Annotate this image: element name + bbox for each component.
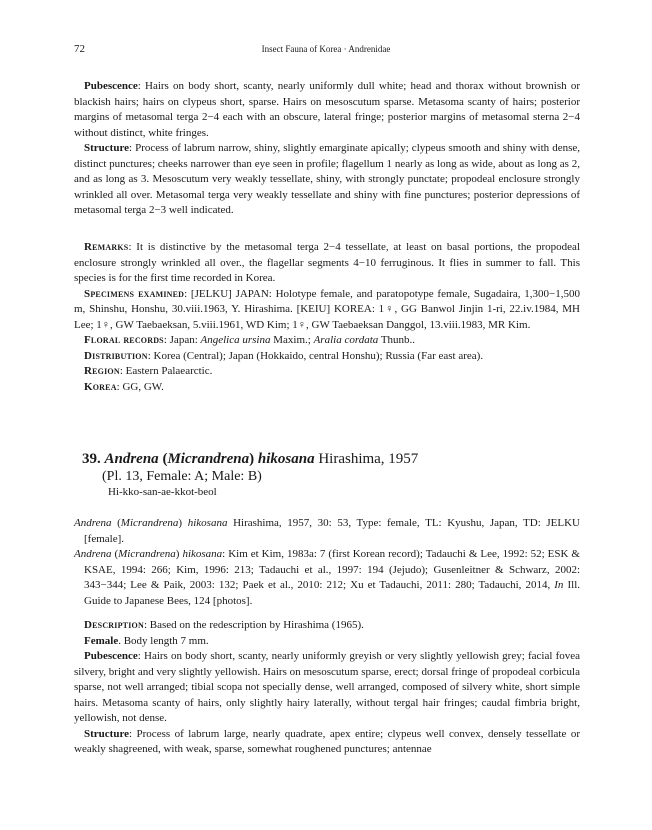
structure-paragraph: Structure: Process of labrum narrow, shiny, slightly emarginate apically; clypeus smooth and shiny with dense, distinct punctures; cheeks narrower than eye seen in profile; flagellum 1 nearly as long as wide, about as long as 2, and as long as 3. Mesoscutum very weakly tessellate, shiny, with strongly punctate; propodeal enclosure strongly wrinkled all over. Metasomal terga very weakly tessellate and shiny with fine punctures; posterior depressions of metasomal terga 2−3 well indicated. — [74, 142, 580, 216]
female-paragraph: Female. Body length 7 mm. — [84, 634, 209, 647]
floral-records-paragraph: Floral records: Japan: Angelica ursina Maxim.; Aralia cordata Thunb.. — [84, 334, 416, 346]
species-title — [82, 450, 562, 468]
korea-label: Korea — [84, 380, 117, 393]
region-paragraph: Region: Eastern Palaearctic. — [84, 365, 213, 377]
plate-reference: (Pl. 13, Female: A; Male: B) — [102, 469, 262, 484]
description-block-1 — [74, 79, 580, 219]
species-author: Hirashima, 1957 — [318, 451, 419, 467]
synonymy-entry: Andrena (Micrandrena) hikosana: Kim et Kim, 1983a: 7 (first Korean record); Tadauchi & Lee, 1992: 52; ESK & KSAE, 1994: 266; Kim, 1996: 213; Tadauchi et al., 1997: 194 (Jejudo); Gusenleitner & Schwarz, 2002: 343−344; Lee & Paik, 2003: 132; Paek et al., 2010: 212; Xu et Tadauchi, 2011: 280; Tadauchi, 2014, In Ill. Guide to Japanese Bees, 124 [photos]. — [74, 548, 580, 607]
species-heading — [82, 450, 562, 500]
region-label: Region — [84, 365, 120, 377]
plant-name: Aralia cordata — [313, 334, 379, 346]
running-title: Insect Fauna of Korea · Andrenidae — [261, 44, 391, 54]
female-label: Female — [84, 634, 119, 647]
synonymy-entry: Andrena (Micrandrena) hikosana Hirashima, 1957, 30: 53, Type: female, TL: Kyushu, Japan, TD: JELKU [female]. — [74, 517, 580, 545]
page-header — [74, 43, 578, 59]
distribution-paragraph: Distribution: Korea (Central); Japan (Hokkaido, central Honshu); Russia (Far east area). — [84, 349, 484, 362]
korean-name: Hi-kko-san-ae-kkot-beol — [108, 486, 217, 498]
species-number: 39. — [82, 451, 101, 467]
plant-name: Angelica ursina — [200, 334, 271, 346]
species-genus: Andrena — [104, 451, 159, 467]
pubescence-label: Pubescence — [84, 80, 138, 92]
description-label: Description — [84, 619, 144, 631]
species-subgenus: Micrandrena — [167, 451, 250, 467]
description-paragraph: Description: Based on the redescription by Hirashima (1965). — [84, 619, 364, 631]
distribution-label: Distribution — [84, 349, 148, 362]
remarks-label: Remarks — [84, 241, 129, 253]
description-block-2 — [74, 618, 580, 758]
page-number: 72 — [74, 43, 85, 55]
species-subgenus-wrap: (Micrandrena) — [162, 451, 255, 467]
structure-label: Structure — [84, 142, 130, 154]
structure-label: Structure — [84, 727, 130, 740]
specimens-label: Specimens examined — [84, 287, 185, 300]
pubescence-label: Pubescence — [84, 650, 138, 662]
remarks-block — [74, 240, 580, 395]
structure-paragraph: Structure: Process of labrum large, nearly quadrate, apex entire; clypeus well convex, densely tessellate or weakly shagreened, with weak, sparse, somewhat roughened punctures; antennae — [74, 727, 580, 755]
species-epithet: hikosana — [257, 451, 315, 467]
pubescence-paragraph: Pubescence: Hairs on body short, scanty, nearly uniformly dull white; head and thorax without brownish or blackish hairs; hairs on clypeus short, sparse. Hairs on mesoscutum sparse. Metasoma scanty of hairs; posterior margins of metasomal terga 2−4 each with an obscure, lateral fringe; posterior margins of metasomal sterna 2−4 without distinct, white fringes. — [74, 80, 580, 139]
specimens-paragraph: Specimens examined: [JELKU] JAPAN: Holotype female, and paratopotype female, Sugadaira, 1,300−1,500 m, Shinshu, Honshu, 30.viii.1963, Y. Hirashima. [KEIU] KOREA: 1♀, GG Banwol Jinjin 1-ri, 22.iv.1984, MH Lee; 1♀, GW Taebaeksan, 5.viii.1961, WD Kim; 1♀, GW Taebaeksan Danggol, 13.viii.1983, MR Kim. — [74, 287, 580, 331]
korea-paragraph: Korea: GG, GW. — [84, 380, 164, 393]
synonymy-block — [74, 516, 580, 609]
pubescence-paragraph: Pubescence: Hairs on body short, scanty, nearly uniformly greyish or very slightly yellowish grey; facial fovea silvery, bright and very slightly yellowish. Hairs on mesoscutum sparse, erect; dorsal fringe of propodeal corbicula sparse, not well arranged; tibial scopa not specially dense, well arranged, composed of silvery white, short simple hairs. Metasoma scanty of hairs, only slightly hairy laterally, without tergal hair fringes; caudal fimbria bright, yellowish, not dense. — [74, 650, 580, 724]
floral-records-label: Floral records — [84, 334, 164, 346]
remarks-paragraph: Remarks: It is distinctive by the metasomal terga 2−4 tessellate, at least on basal portions, the propodeal enclosure strongly wrinkled all over., the flagellar segments 4−10 ferruginous. It flies in summer to fall. This species is for the first time recorded in Korea. — [74, 241, 580, 284]
